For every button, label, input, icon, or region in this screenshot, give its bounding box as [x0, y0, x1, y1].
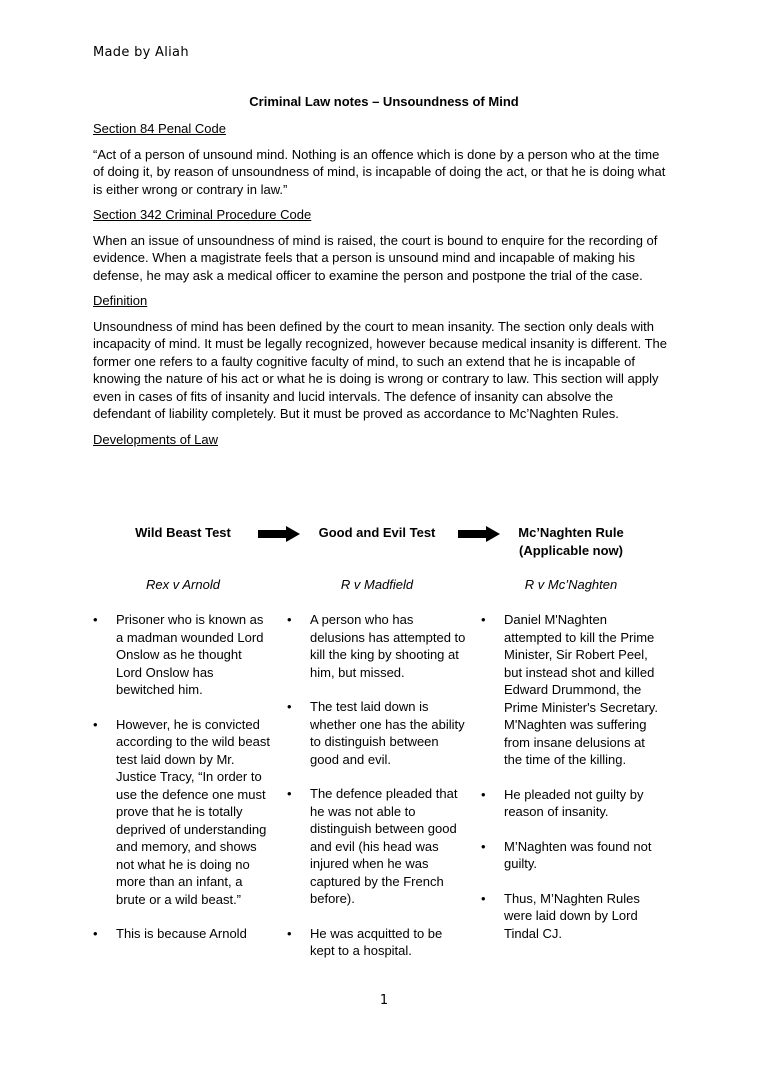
bullet-icon: •: [287, 786, 292, 801]
point-text: M’Naghten was found not guilty.: [504, 838, 652, 871]
list-item: [481, 611, 666, 769]
developments-heading: Developments of Law: [93, 431, 219, 447]
point-text: He was acquitted to be kept to a hospital.: [310, 925, 443, 958]
list-item: [481, 838, 666, 873]
bullet-icon: •: [93, 926, 98, 941]
list-item: [287, 785, 467, 908]
list-item: [93, 925, 271, 943]
bullet-icon: •: [481, 612, 486, 627]
list-item: [481, 890, 666, 943]
definition-heading: Definition: [93, 293, 148, 308]
point-text: Prisoner who is known as a madman wounded Lord Onslow as he thought Lord Onslow has bewitched him.: [116, 612, 264, 697]
document-title: Criminal Law notes – Unsoundness of Mind: [249, 94, 519, 109]
list-item: [93, 716, 271, 909]
section-342-text: When an issue of unsoundness of mind is raised, the court is bound to enquire for the recording of evidence. When a magistrate feels that a person is unsound mind and incapable of making his defense, he may ask a medical officer to examine the person and postpone the trial of the case.: [93, 232, 658, 283]
author-note: Made by Aliah: [93, 45, 189, 60]
good-evil-column: [287, 611, 467, 977]
bullet-icon: •: [287, 925, 292, 941]
case-rex-v-arnold: Rex v Arnold: [146, 577, 220, 592]
point-text: Thus, M’Naghten Rules were laid down by Lord Tindal CJ.: [504, 890, 640, 941]
developments-flow: [93, 524, 673, 564]
definition-text: Unsoundness of mind has been defined by the court to mean insanity. The section only deals with incapacity of mind. It must be legally recognized, however because medical insanity is different. The former one refers to a faulty cognitive faculty of mind, to such an extend that he is incapable of knowing the nature of his act or what he is doing is wrong or contrary to law. This section will apply even in cases of fits of insanity and lucid intervals. The defence of insanity can absolve the defendant of liability completely. But it must be proved as accordance to Mc’Naghten Rules.: [93, 318, 667, 421]
bullet-icon: •: [481, 838, 486, 854]
bullet-icon: •: [93, 716, 98, 732]
point-text: Daniel M'Naghten attempted to kill the Prime Minister, Sir Robert Peel, but instead shot and killed Edward Drummond, the Prime Minister's Secretary. M'Naghten was suffering from insane delusions at the time of the killing.: [504, 612, 658, 767]
point-text: The test laid down is whether one has the ability to distinguish between good and evil.: [310, 699, 465, 767]
point-text: The defence pleaded that he was not able to distinguish between good and evil (his head was injured when he was captured by the French before).: [310, 786, 458, 906]
bullet-icon: •: [287, 699, 292, 714]
point-text: A person who has delusions has attempted to kill the king by shooting at him, but missed.: [310, 612, 466, 680]
point-text: This is because Arnold: [116, 926, 247, 941]
point-text: However, he is convicted according to the wild beast test laid down by Mr. Justice Tracy, “In order to use the defence one must prove that he is totally deprived of understanding and memory, and shows not what he is doing no more than an infant, a brute or a wild beast.”: [116, 716, 270, 907]
list-item: [287, 698, 467, 768]
mcnaghten-rule-heading: [493, 524, 649, 559]
list-item: [93, 611, 271, 699]
bullet-icon: •: [481, 890, 486, 906]
section-84-text: “Act of a person of unsound mind. Nothing is an offence which is done by a person who at the time of doing it, by reason of unsoundness of mind, is incapable of doing the act, or that he is doing what is either wrong or contrary in law.”: [93, 146, 666, 197]
case-r-v-mcnaghten: R v Mc’Naghten: [524, 577, 618, 592]
page-number: 1: [379, 993, 389, 1008]
case-r-v-madfield: R v Madfield: [340, 577, 414, 592]
mcnaghten-rule-title: Mc’Naghten Rule: [518, 525, 624, 540]
mcnaghten-rule-subtitle: (Applicable now): [519, 542, 623, 558]
list-item: [287, 925, 467, 960]
good-evil-test-heading: Good and Evil Test: [318, 525, 436, 540]
point-text: He pleaded not guilty by reason of insanity.: [504, 786, 644, 819]
document-body: [93, 120, 673, 456]
section-342-heading: Section 342 Criminal Procedure Code: [93, 207, 312, 222]
wild-beast-test-heading: Wild Beast Test: [135, 525, 231, 540]
section-84-heading: Section 84 Penal Code: [93, 121, 226, 136]
bullet-icon: •: [481, 786, 486, 802]
mcnaghten-column: [481, 611, 666, 959]
list-item: [481, 786, 666, 821]
bullet-icon: •: [93, 612, 98, 627]
wild-beast-column: [93, 611, 271, 960]
bullet-icon: •: [287, 612, 292, 627]
list-item: [287, 611, 467, 681]
